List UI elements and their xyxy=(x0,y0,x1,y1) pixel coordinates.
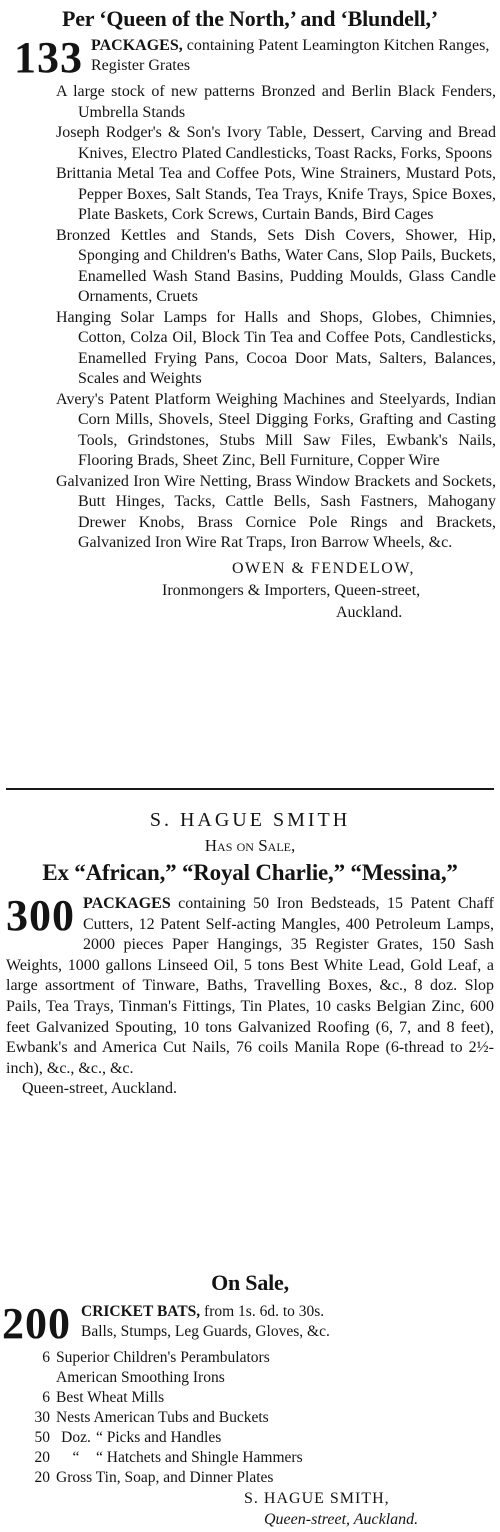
item-qty: 30 xyxy=(34,1409,50,1426)
merchant-header: S. HAGUE SMITH xyxy=(149,809,351,831)
lead-block xyxy=(0,33,500,82)
lead-line xyxy=(0,1302,500,1322)
item-text: Best Wheat Mills xyxy=(56,1389,165,1406)
advert-heading: Per ‘Queen of the North,’ and ‘Blundell,’ xyxy=(62,6,438,31)
body-first-word: PACKAGES xyxy=(83,895,171,912)
item-text: American Smoothing Irons xyxy=(56,1369,225,1386)
list-item xyxy=(0,1408,500,1428)
item-qty: 20 xyxy=(34,1469,50,1486)
package-count: 300 xyxy=(6,891,75,940)
body-text xyxy=(0,891,500,1079)
list-item: Joseph Rodger's & Son's Ivory Table, Dessert, Carving and Bread Knives, Electro Plated Candlesticks, Toast Racks, Forks, Spoons xyxy=(56,124,496,162)
merchant-name: OWEN & FENDELOW, xyxy=(232,559,415,577)
merchant-city: Auckland. xyxy=(336,603,403,621)
advert-hague-smith-packages xyxy=(0,796,500,1256)
list-item: Galvanized Iron Wire Netting, Brass Window Brackets and Sockets, Butt Hinges, Tacks, Cattle Bells, Sash Fastners, Mahogany Drewer Knobs, Brass Cornice Pole Rings and Brackets, Galvanized Iron Wire Rat Traps, Iron Barrow Wheels, &c. xyxy=(56,472,496,551)
merchant-name: S. HAGUE SMITH, xyxy=(244,1490,390,1507)
merchant-address: Queen-street, Auckland. xyxy=(264,1511,419,1528)
list-item: Avery's Patent Platform Weighing Machines and Steelyards, Indian Corn Mills, Shovels, Steel Digging Forks, Grafting and Casting Tools, Grindstones, Stubs Mill Saw Files, Ewbank's Nails, Flooring Brads, Sheet Zinc, Bell Furniture, Copper Wire xyxy=(56,390,496,469)
lead-first-word: CRICKET BATS, xyxy=(81,1303,201,1320)
item-text: “ Hatchets and Shingle Hammers xyxy=(96,1449,303,1466)
body-rest: containing 50 Iron Bedsteads, 15 Patent Chaff Cutters, 12 Patent Self-acting Mangles, 400 Petroleum Lamps, 2000 pieces Paper Hangings, 35 Register Grates, 150 Sash Weights, 1000 gallons Linseed Oil, 5 tons Best White Lead, Gold Leaf, a large assortment of Tinware, Baths, Travelling Boxes, &c., 8 doz. Slop Pails, Tea Trays, Tinman's Fittings, Tin Plates, 10 casks Belgian Zinc, 600 feet Galvanized Spouting, 10 tons Galvanized Roofing (6, 7, and 8 feet), Ewbank's and America Cut Nails, 76 coils Manila Rope (6-thread to 2½-inch), &c., &c., &c. xyxy=(6,895,494,1077)
item-list xyxy=(0,80,500,554)
merchant-address: Queen-street, Auckland. xyxy=(22,1080,178,1098)
column-divider xyxy=(6,788,494,790)
item-text: Superior Children's Perambulators xyxy=(56,1349,270,1366)
package-count: 133 xyxy=(14,33,83,82)
item-unit: Doz. xyxy=(61,1429,91,1446)
list-item xyxy=(0,1448,500,1468)
list-item xyxy=(0,1368,500,1388)
list-item xyxy=(0,1388,500,1408)
lead-line-2: Balls, Stumps, Leg Guards, Gloves, &c. xyxy=(81,1323,330,1340)
item-qty: 6 xyxy=(42,1389,50,1406)
merchant-address: Ironmongers & Importers, Queen-street, xyxy=(162,581,421,599)
list-item xyxy=(0,1348,500,1368)
advert-hague-smith-cricket xyxy=(0,1260,500,1532)
lead-block xyxy=(0,1299,500,1348)
advert-heading: Ex “African,” “Royal Charlie,” “Messina,” xyxy=(42,860,458,885)
item-unit: “ xyxy=(72,1449,80,1466)
lead-rest: from 1s. 6d. to 30s. xyxy=(200,1303,325,1320)
item-qty: 50 xyxy=(34,1429,50,1446)
item-qty: 20 xyxy=(34,1449,50,1466)
body-block xyxy=(0,891,500,1079)
advert-heading: On Sale, xyxy=(211,1270,289,1295)
list-item: A large stock of new patterns Bronzed and Berlin Black Fenders, Umbrella Stands xyxy=(56,83,496,121)
item-text: Gross Tin, Soap, and Dinner Plates xyxy=(56,1469,274,1486)
list-item: Brittania Metal Tea and Coffee Pots, Wine Strainers, Mustard Pots, Pepper Boxes, Salt Stands, Tea Trays, Knife Trays, Spice Boxes, Plate Baskets, Cork Screws, Curtain Bands, Bird Cages xyxy=(56,165,496,223)
list-item xyxy=(0,1468,500,1488)
item-list xyxy=(0,1346,500,1488)
lead-first-word: PACKAGES, xyxy=(91,37,183,54)
item-text: “ Picks and Handles xyxy=(96,1429,222,1446)
item-text: Nests American Tubs and Buckets xyxy=(56,1409,269,1426)
signature-block xyxy=(0,558,500,624)
on-sale-subheader: Has on Sale, xyxy=(204,836,296,855)
lead-rest: containing Patent Leamington Kitchen Ranges, Register Grates xyxy=(91,37,490,74)
list-item: Bronzed Kettles and Stands, Sets Dish Covers, Shower, Hip, Sponging and Children's Baths, Water Cans, Slop Pails, Buckets, Enamelled Wash Stand Basins, Pudding Moulds, Glass Candle Ornaments, Cruets xyxy=(56,226,496,305)
item-qty: 6 xyxy=(42,1349,50,1366)
list-item: Hanging Solar Lamps for Halls and Shops, Globes, Chimnies, Cotton, Colza Oil, Block Tin Tea and Coffee Pots, Candlesticks, Enamelled Frying Pans, Cocoa Door Mats, Salters, Balances, Scales and Weights xyxy=(56,308,496,387)
item-count: 200 xyxy=(2,1299,71,1348)
list-item xyxy=(0,1428,500,1448)
